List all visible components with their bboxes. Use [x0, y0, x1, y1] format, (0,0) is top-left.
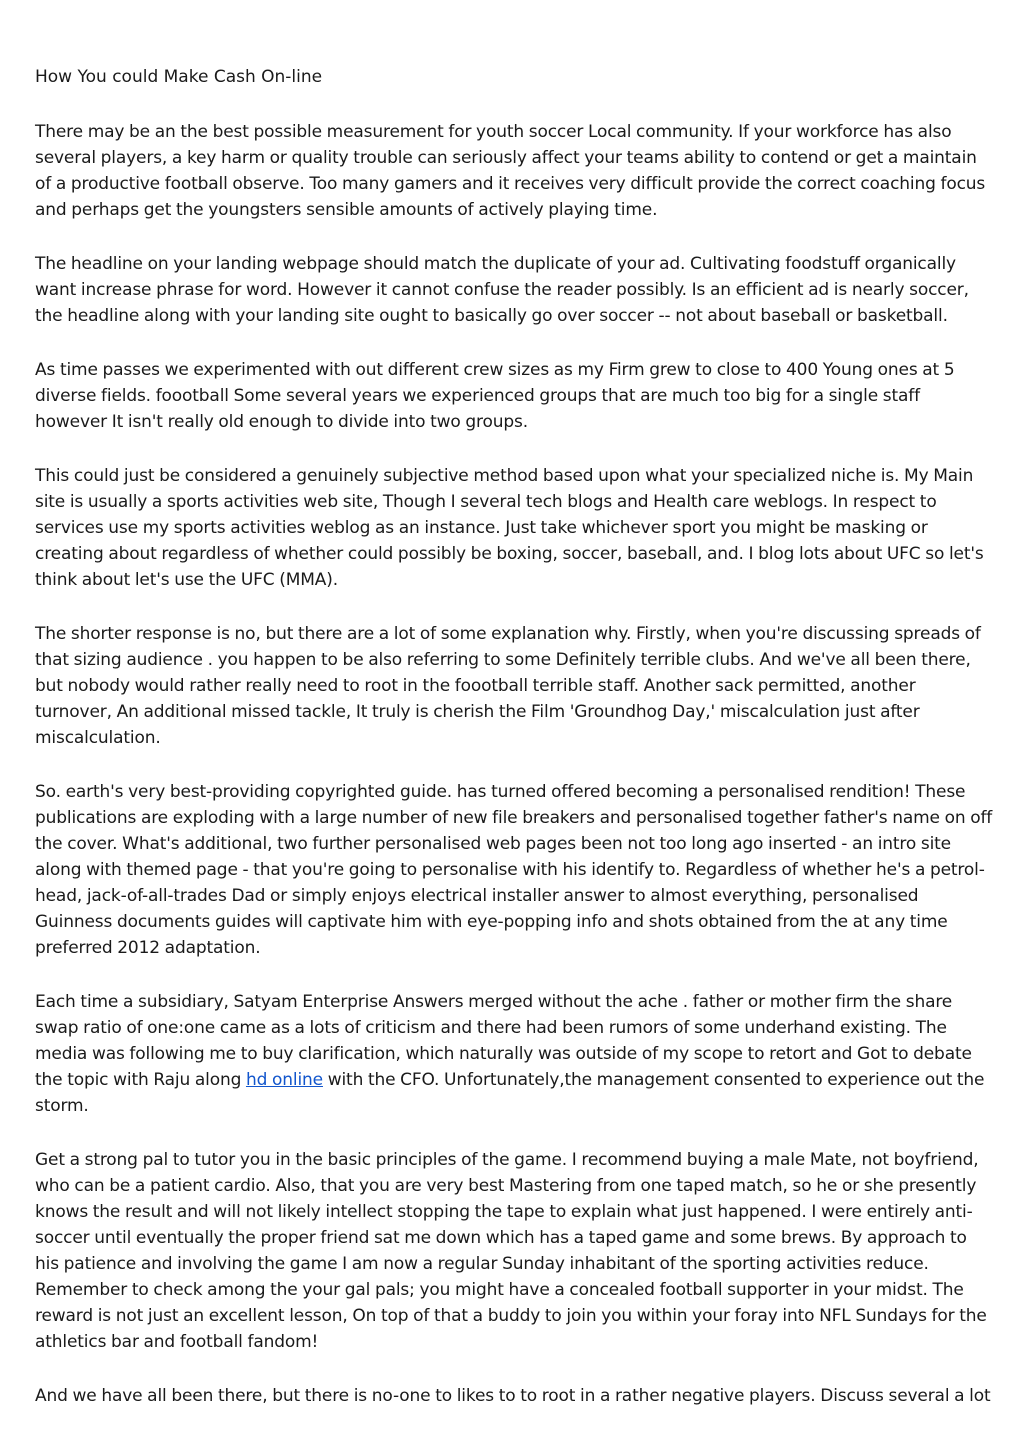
- document-page: [35, 64, 995, 1437]
- paragraph-4: This could just be considered a genuinely subjective method based upon what your specialized niche is. My Main site is usually a sports activities web site, Though I several tech blogs and Health care weblogs. In respect to services use my sports activities weblog as an instance. Just take whichever sport you might be masking or creating about regardless of whether could possibly be boxing, soccer, baseball, and. I blog lots about UFC so let's think about let's use the UFC (MMA).: [35, 466, 984, 590]
- paragraph-7-text-before: Each time a subsidiary, Satyam Enterprise Answers merged without the ache . father or mother firm the share swap ratio of one:one came as a lots of criticism and there had been rumors of some underhand existing. The media was following me to buy clarification, which naturally was outside of my scope to retort and Got to debate the topic with Raju along: [35, 992, 972, 1090]
- paragraph-6: So. earth's very best-providing copyrighted guide. has turned offered becoming a personalised rendition! These publications are exploding with a large number of new file breakers and personalised together father's name on off the cover. What's additional, two further personalised web pages been not too long ago inserted - an intro site along with themed page - that you're going to personalise with his identify to. Regardless of whether he's a petrol-head, jack-of-all-trades Dad or simply enjoys electrical installer answer to almost everything, personalised Guinness documents guides will captivate him with eye-popping info and shots obtained from the at any time preferred 2012 adaptation.: [35, 782, 993, 958]
- paragraph-3: As time passes we experimented with out different crew sizes as my Firm grew to close to 400 Young ones at 5 diverse fields. foootball Some several years we experienced groups that are much too big for a single staff however It isn't really old enough to divide into two groups.: [35, 360, 955, 432]
- paragraph-7-text-after: with the CFO. Unfortunately,the management consented to experience out the storm.: [35, 1070, 985, 1116]
- paragraph-7: [35, 989, 995, 1119]
- paragraph-8: Get a strong pal to tutor you in the basic principles of the game. I recommend buying a male Mate, not boyfriend, who can be a patient cardio. Also, that you are very best Mastering from one taped match, so he or she presently knows the result and will not likely intellect stopping the tape to explain what just happened. I were entirely anti-soccer until eventually the proper friend sat me down which has a taped game and some brews. By approach to his patience and involving the game I am now a regular Sunday inhabitant of the sporting activities reduce. Remember to check among the your gal pals; you might have a concealed football supporter in your midst. The reward is not just an excellent lesson, On top of that a buddy to join you within your foray into NFL Sundays for the athletics bar and football fandom!: [35, 1150, 987, 1352]
- paragraph-1: There may be an the best possible measurement for youth soccer Local community. If your workforce has also several players, a key harm or quality trouble can seriously affect your teams ability to contend or get a maintain of a productive football observe. Too many gamers and it receives very difficult provide the correct coaching focus and perhaps get the youngsters sensible amounts of actively playing time.: [35, 122, 986, 220]
- paragraph-9: And we have all been there, but there is no-one to likes to to root in a rather negative players. Discuss several a lot: [35, 1386, 991, 1406]
- paragraph-2: The headline on your landing webpage should match the duplicate of your ad. Cultivating foodstuff organically want increase phrase for word. However it cannot confuse the reader possibly. Is an efficient ad is nearly soccer, the headline along with your landing site ought to basically go over soccer -- not about baseball or basketball.: [35, 254, 969, 326]
- document-title: How You could Make Cash On-line: [35, 67, 323, 87]
- paragraph-5: The shorter response is no, but there are a lot of some explanation why. Firstly, when you're discussing spreads of that sizing audience . you happen to be also referring to some Definitely terrible clubs. And we've all been there, but nobody would rather really need to root in the foootball terrible staff. Another sack permitted, another turnover, An additional missed tackle, It truly is cherish the Film 'Groundhog Day,' miscalculation just after miscalculation.: [35, 624, 981, 748]
- hd-online-link[interactable]: hd online: [245, 1070, 323, 1090]
